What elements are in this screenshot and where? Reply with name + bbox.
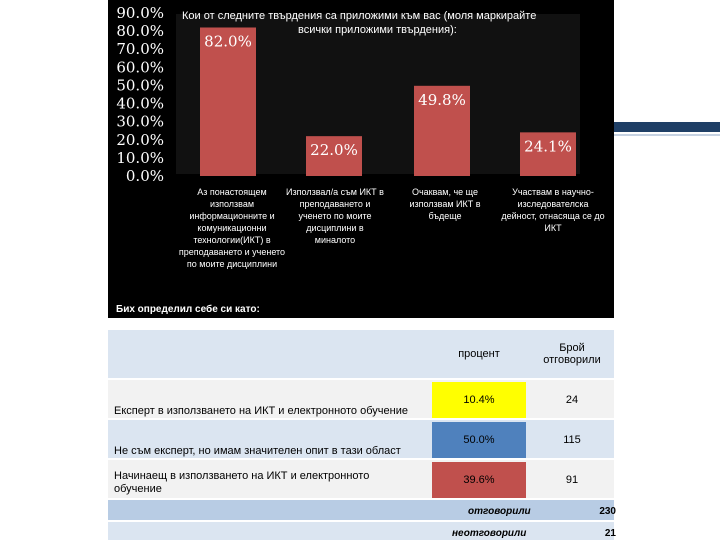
y-tick-label: 10.0%: [116, 148, 164, 167]
row-count-expert: 24: [565, 394, 579, 406]
table-title: Бих определил себе си като:: [116, 304, 260, 315]
row-percent-beginner: 39.6%: [432, 462, 526, 498]
y-tick-label: 80.0%: [116, 22, 164, 41]
answered-value: 230: [599, 506, 616, 517]
data-label-3: 49.8%: [418, 90, 466, 109]
skipped-value: 21: [604, 528, 616, 539]
data-label-4: 24.1%: [524, 137, 572, 156]
chart-title-line-2: всички приложими твърдения):: [298, 24, 457, 36]
skipped-row: [108, 522, 614, 540]
y-tick-label: 70.0%: [116, 40, 164, 59]
category-label-2: Използвал/а съм ИКТ в преподаването и ученето по моите дисциплини в миналото: [286, 187, 384, 245]
y-tick-label: 40.0%: [116, 94, 164, 113]
y-tick-label: 20.0%: [116, 130, 164, 149]
y-tick-label: 50.0%: [116, 76, 164, 95]
category-label-1: Аз понастоящем използвам информационните и комуникационни технологии(ИКТ) в преподаването и ученето по моите дисциплини: [178, 187, 286, 269]
category-label-4: Участвам в научно-изследователска дейност, отнасяща се до ИКТ: [501, 187, 605, 233]
y-tick-label: 90.0%: [116, 4, 164, 22]
header-count: Брой отговорили: [543, 342, 601, 366]
answered-row: [108, 500, 614, 520]
row-percent-expert: 10.4%: [432, 382, 526, 418]
header-percent: процент: [458, 348, 500, 360]
y-tick-label: 30.0%: [116, 112, 164, 131]
category-label-3: Очаквам, че ще използвам ИКТ в бъдеще: [409, 187, 481, 221]
chart-title-line-1: Кои от следните твърдения са приложими към вас (моля маркирайте: [182, 10, 537, 22]
data-label-2: 22.0%: [310, 141, 358, 160]
row-count-beginner: 91: [565, 474, 579, 486]
row-label-beginner: Начинаещ в използването на ИКТ и електронното обучение: [114, 470, 370, 495]
y-tick-label: 0.0%: [125, 167, 164, 185]
row-percent-experienced: 50.0%: [432, 422, 526, 458]
decorative-band-thin: [614, 134, 720, 136]
answered-label: отговорили: [468, 506, 531, 517]
row-count-experienced: 115: [563, 434, 581, 446]
decorative-band: [614, 122, 720, 132]
data-label-1: 82.0%: [204, 32, 252, 51]
row-label-expert: Експерт в използването на ИКТ и електронното обучение: [114, 405, 408, 417]
y-tick-label: 60.0%: [116, 58, 164, 77]
skipped-label: неотговорили: [452, 528, 527, 539]
row-label-experienced: Не съм експерт, но имам значителен опит в тази област: [114, 445, 401, 457]
